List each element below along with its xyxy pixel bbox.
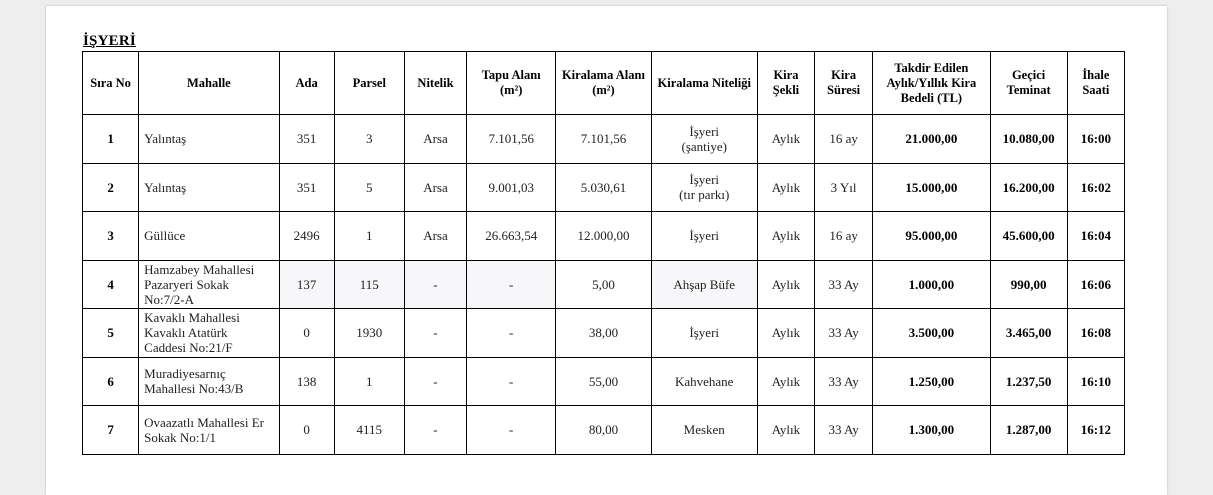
cell-mahalle: Kavaklı Mahallesi Kavaklı Atatürk Caddesi No:21/F bbox=[139, 309, 279, 358]
cell-parsel: 1930 bbox=[334, 309, 404, 358]
cell-parsel: 4115 bbox=[334, 406, 404, 455]
cell-kira-bedeli: 15.000,00 bbox=[873, 163, 990, 212]
cell-kira-sekli: Aylık bbox=[757, 309, 814, 358]
table-row bbox=[83, 212, 1125, 261]
col-kiralama-niteligi: Kiralama Niteliği bbox=[651, 52, 757, 115]
cell-kira-bedeli: 1.300,00 bbox=[873, 406, 990, 455]
cell-ada: 0 bbox=[279, 309, 334, 358]
cell-ihale-saati: 16:00 bbox=[1067, 115, 1124, 164]
cell-nitelik: - bbox=[404, 260, 466, 309]
cell-sira-no: 7 bbox=[83, 406, 139, 455]
cell-tapu-alani: 26.663,54 bbox=[467, 212, 556, 261]
cell-kira-bedeli: 21.000,00 bbox=[873, 115, 990, 164]
cell-gecici-teminat: 16.200,00 bbox=[990, 163, 1067, 212]
col-nitelik: Nitelik bbox=[404, 52, 466, 115]
cell-kira-suresi: 16 ay bbox=[815, 212, 873, 261]
cell-mahalle: Ovaazatlı Mahallesi Er Sokak No:1/1 bbox=[139, 406, 279, 455]
cell-kira-sekli: Aylık bbox=[757, 357, 814, 406]
cell-kiralama-alani: 38,00 bbox=[556, 309, 651, 358]
col-tapu-alani: Tapu Alanı (m²) bbox=[467, 52, 556, 115]
cell-kiralama-alani: 5,00 bbox=[556, 260, 651, 309]
cell-kiralama-niteligi: İşyeri (tır parkı) bbox=[651, 163, 757, 212]
cell-ada: 351 bbox=[279, 115, 334, 164]
cell-ihale-saati: 16:04 bbox=[1067, 212, 1124, 261]
cell-kiralama-niteligi: Mesken bbox=[651, 406, 757, 455]
cell-kira-bedeli: 3.500,00 bbox=[873, 309, 990, 358]
col-mahalle: Mahalle bbox=[139, 52, 279, 115]
cell-kiralama-niteligi: İşyeri bbox=[651, 212, 757, 261]
table-row bbox=[83, 260, 1125, 309]
cell-kiralama-niteligi: Kahvehane bbox=[651, 357, 757, 406]
cell-parsel: 115 bbox=[334, 260, 404, 309]
cell-ihale-saati: 16:12 bbox=[1067, 406, 1124, 455]
table-row bbox=[83, 163, 1125, 212]
col-ada: Ada bbox=[279, 52, 334, 115]
cell-kiralama-niteligi: Ahşap Büfe bbox=[651, 260, 757, 309]
table-row bbox=[83, 309, 1125, 358]
cell-sira-no: 2 bbox=[83, 163, 139, 212]
cell-nitelik: - bbox=[404, 309, 466, 358]
cell-ihale-saati: 16:02 bbox=[1067, 163, 1124, 212]
col-sira-no: Sıra No bbox=[83, 52, 139, 115]
col-kira-suresi: Kira Süresi bbox=[815, 52, 873, 115]
table-row bbox=[83, 357, 1125, 406]
cell-kira-suresi: 33 Ay bbox=[815, 406, 873, 455]
cell-sira-no: 3 bbox=[83, 212, 139, 261]
cell-tapu-alani: 9.001,03 bbox=[467, 163, 556, 212]
cell-tapu-alani: - bbox=[467, 309, 556, 358]
cell-sira-no: 6 bbox=[83, 357, 139, 406]
cell-gecici-teminat: 990,00 bbox=[990, 260, 1067, 309]
cell-nitelik: Arsa bbox=[404, 212, 466, 261]
cell-mahalle: Yalıntaş bbox=[139, 115, 279, 164]
cell-kira-suresi: 33 Ay bbox=[815, 309, 873, 358]
cell-ada: 351 bbox=[279, 163, 334, 212]
cell-mahalle: Güllüce bbox=[139, 212, 279, 261]
cell-mahalle: Muradiyesarnıç Mahallesi No:43/B bbox=[139, 357, 279, 406]
cell-kira-bedeli: 1.000,00 bbox=[873, 260, 990, 309]
cell-kira-sekli: Aylık bbox=[757, 260, 814, 309]
col-kira-sekli: Kira Şekli bbox=[757, 52, 814, 115]
cell-tapu-alani: - bbox=[467, 357, 556, 406]
col-kiralama-alani: Kiralama Alanı (m²) bbox=[556, 52, 651, 115]
cell-kira-sekli: Aylık bbox=[757, 115, 814, 164]
table-row bbox=[83, 406, 1125, 455]
cell-kira-suresi: 16 ay bbox=[815, 115, 873, 164]
cell-ada: 0 bbox=[279, 406, 334, 455]
cell-kiralama-niteligi: İşyeri bbox=[651, 309, 757, 358]
cell-kira-suresi: 33 Ay bbox=[815, 260, 873, 309]
cell-sira-no: 4 bbox=[83, 260, 139, 309]
table-row bbox=[83, 115, 1125, 164]
cell-sira-no: 1 bbox=[83, 115, 139, 164]
cell-tapu-alani: 7.101,56 bbox=[467, 115, 556, 164]
cell-parsel: 3 bbox=[334, 115, 404, 164]
cell-kira-sekli: Aylık bbox=[757, 163, 814, 212]
cell-parsel: 1 bbox=[334, 212, 404, 261]
cell-mahalle: Hamzabey Mahallesi Pazaryeri Sokak No:7/2-A bbox=[139, 260, 279, 309]
cell-tapu-alani: - bbox=[467, 260, 556, 309]
cell-gecici-teminat: 1.287,00 bbox=[990, 406, 1067, 455]
cell-tapu-alani: - bbox=[467, 406, 556, 455]
cell-ihale-saati: 16:06 bbox=[1067, 260, 1124, 309]
section-title: İŞYERİ bbox=[83, 33, 136, 49]
table-body bbox=[83, 115, 1125, 455]
cell-nitelik: - bbox=[404, 357, 466, 406]
cell-gecici-teminat: 10.080,00 bbox=[990, 115, 1067, 164]
lease-table bbox=[82, 51, 1125, 455]
header-row bbox=[83, 52, 1125, 115]
cell-kiralama-alani: 80,00 bbox=[556, 406, 651, 455]
document-page bbox=[46, 6, 1167, 495]
cell-parsel: 1 bbox=[334, 357, 404, 406]
col-parsel: Parsel bbox=[334, 52, 404, 115]
cell-nitelik: - bbox=[404, 406, 466, 455]
cell-ihale-saati: 16:10 bbox=[1067, 357, 1124, 406]
col-kira-bedeli: Takdir Edilen Aylık/Yıllık Kira Bedeli (TL) bbox=[873, 52, 990, 115]
cell-kiralama-alani: 7.101,56 bbox=[556, 115, 651, 164]
cell-kiralama-niteligi: İşyeri (şantiye) bbox=[651, 115, 757, 164]
cell-nitelik: Arsa bbox=[404, 163, 466, 212]
cell-gecici-teminat: 1.237,50 bbox=[990, 357, 1067, 406]
cell-kira-bedeli: 1.250,00 bbox=[873, 357, 990, 406]
col-ihale-saati: İhale Saati bbox=[1067, 52, 1124, 115]
cell-nitelik: Arsa bbox=[404, 115, 466, 164]
cell-sira-no: 5 bbox=[83, 309, 139, 358]
col-gecici-teminat: Geçici Teminat bbox=[990, 52, 1067, 115]
cell-kira-suresi: 3 Yıl bbox=[815, 163, 873, 212]
cell-kira-bedeli: 95.000,00 bbox=[873, 212, 990, 261]
cell-kiralama-alani: 5.030,61 bbox=[556, 163, 651, 212]
cell-kira-sekli: Aylık bbox=[757, 212, 814, 261]
cell-ada: 2496 bbox=[279, 212, 334, 261]
cell-gecici-teminat: 45.600,00 bbox=[990, 212, 1067, 261]
cell-kira-sekli: Aylık bbox=[757, 406, 814, 455]
cell-kiralama-alani: 55,00 bbox=[556, 357, 651, 406]
cell-ihale-saati: 16:08 bbox=[1067, 309, 1124, 358]
cell-mahalle: Yalıntaş bbox=[139, 163, 279, 212]
cell-gecici-teminat: 3.465,00 bbox=[990, 309, 1067, 358]
cell-parsel: 5 bbox=[334, 163, 404, 212]
cell-ada: 137 bbox=[279, 260, 334, 309]
cell-kiralama-alani: 12.000,00 bbox=[556, 212, 651, 261]
cell-kira-suresi: 33 Ay bbox=[815, 357, 873, 406]
cell-ada: 138 bbox=[279, 357, 334, 406]
